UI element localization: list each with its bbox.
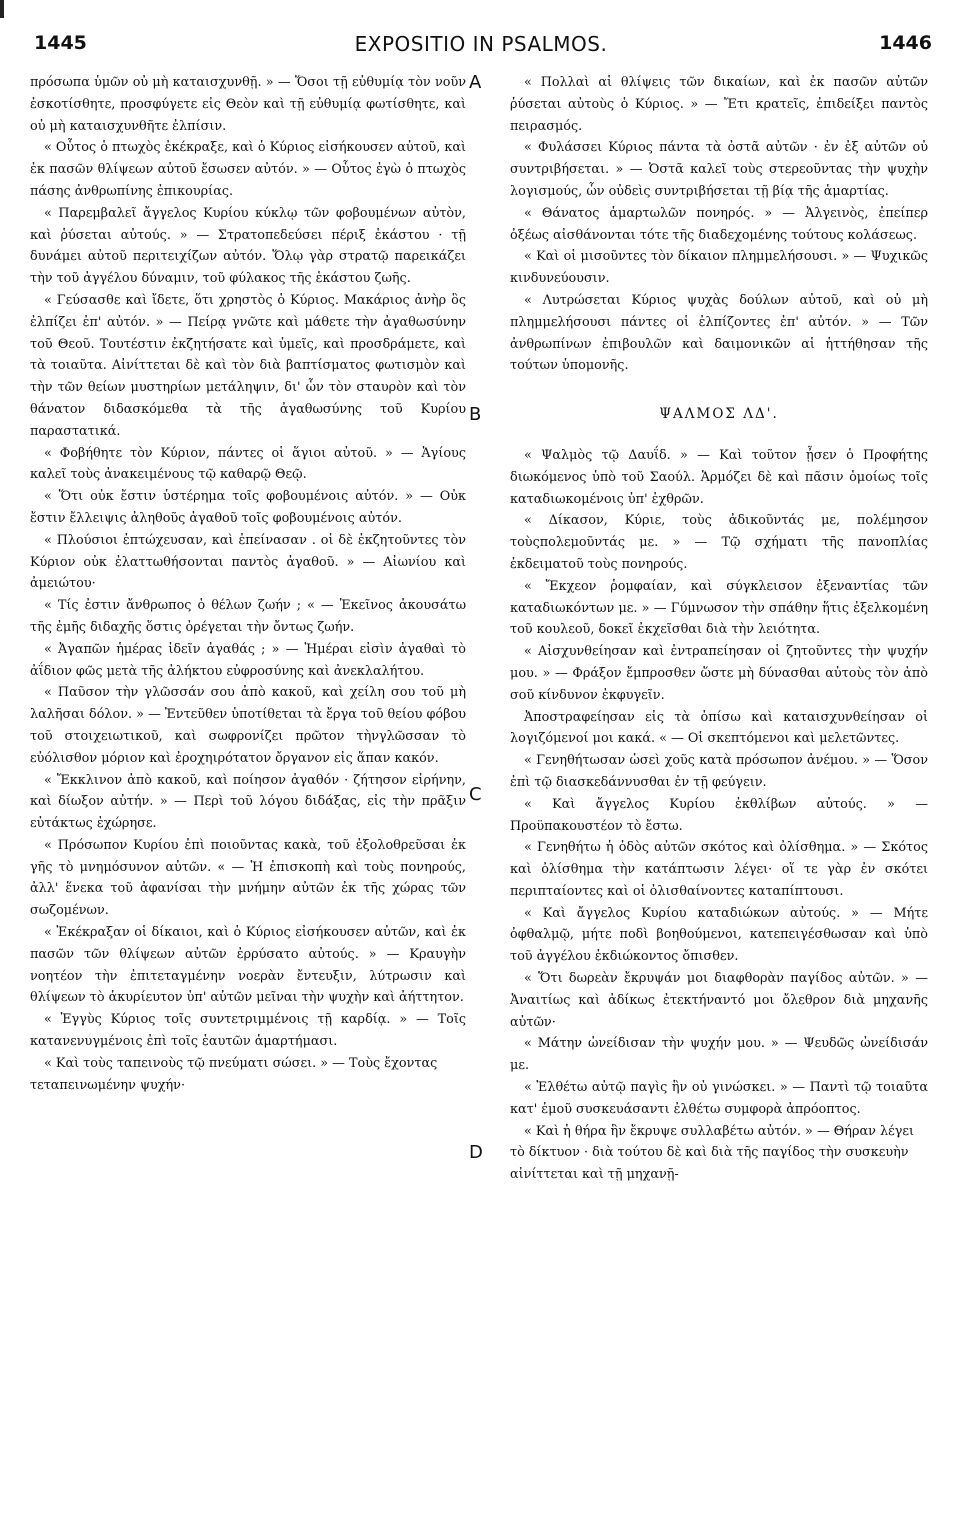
paragraph: « Γενηθήτω ἡ ὁδὸς αὐτῶν σκότος καὶ ὀλίσθημα. » — Σκότος καὶ ὀλίσθημα τὴν κατάπτωσιν λέγει· οἵ τε γὰρ ἐν σκότει περιπταίοντες καὶ οἱ ὀλισθαίνοντες καταπίπτουσι. bbox=[510, 840, 928, 899]
paragraph: « Καὶ τοὺς ταπεινοὺς τῷ πνεύματι σώσει. » — Τοὺς ἔχοντας τεταπεινωμένην ψυχήν· bbox=[30, 1055, 438, 1093]
paragraph: « Παῦσον τὴν γλῶσσάν σου ἀπὸ κακοῦ, καὶ χείλη σου τοῦ μὴ λαλῆσαι δόλον. » — Ἐντεῦθεν ὑποτίθεται τὰ ἔργα τοῦ θείου φόβου τοῦ στοιχειωτικοῦ, καὶ σωφρονίζει πρῶτον τὴνγλῶσσαν τὸ εὐόλισθον μόριον καὶ ἐροχηιρότατον ὄργανον εἰς ἅπαν κακόν. bbox=[30, 685, 467, 766]
paragraph: « Ἐκέκραξαν οἱ δίκαιοι, καὶ ὁ Κύριος εἰσήκουσεν αὐτῶν, καὶ ἐκ πασῶν τῶν θλίψεων αὐτῶν ἐρρύσατο αὐτούς. » — Κραυγὴν νοητέον τὴν ἐπιτεταγμένην νοερὰν ἔντευξιν, λύτρωσιν καὶ θλίψεων τὸ ἀκυρίευτον ὑπ' αὐτῶν μεῖναι τὴν ψυχὴν καὶ ἀήττητον. bbox=[30, 925, 466, 1006]
paragraph: « Ὅτι δωρεὰν ἔκρυψάν μοι διαφθορὰν παγίδος αὐτῶν. » — Ἀναιτίως καὶ ἀδίκως ἐτεκτήναντό μοι ὄλεθρον διὰ μηχανῆς αὐτῶν· bbox=[510, 971, 928, 1030]
paragraph: « Δίκασον, Κύριε, τοὺς ἀδικοῦντάς με, πολέμησον τοὺςπολεμοῦντάς με. » — Τῷ σχήματι τῆς πανοπλίας ἐκδειματοῦ τοὺς πονηρούς. bbox=[510, 513, 928, 572]
paragraph: « Ἐλθέτω αὐτῷ παγὶς ἣν οὐ γινώσκει. » — Παντὶ τῷ τοιαῦτα κατ' ἐμοῦ συσκευάσαντι ἐλθέτω συμφορὰ ἀπρόοπτος. bbox=[510, 1080, 928, 1117]
left-text-column bbox=[30, 72, 466, 1096]
paragraph: « Καὶ ἄγγελος Κυρίου καταδιώκων αὐτούς. » — Μήτε ὀφθαλμῷ, μήτε ποδὶ βοηθούμενοι, κατεπειγέσθωσαν καὶ ὑπὸ τοῦ ἀγγέλου ἐκδιώκοντος ὄπισθεν. bbox=[510, 905, 928, 965]
paragraph: « Γεύσασθε καὶ ἴδετε, ὅτι χρηστὸς ὁ Κύριος. Μακάριος ἀνὴρ ὃς ἐλπίζει ἐπ' αὐτόν. » — Πείρᾳ γνῶτε καὶ μάθετε τὴν ἀγαθωσύνην τοῦ Θεοῦ. Τουτέστιν ἐκζητήσατε καὶ ὑμεῖς, καὶ προσδράμετε, καὶ τὰ τοιαῦτα. Αἰνίττεται δὲ καὶ τὸν διὰ βαπτίσματος φωτισμὸν καὶ τὴν τῶν θείων μυστηρίων μετάληψιν, δι' ὧν τὸν σταυρὸν καὶ τὸν θάνατον διδασκόμεθα τὰ τῆς ἀγαθωσύνης τοῦ Κυρίου παραστατικά. bbox=[30, 292, 466, 439]
paragraph: Ἀποστραφείησαν εἰς τὰ ὀπίσω καὶ καταισχυνθείησαν οἱ λογιζόμενοί μοι κακά. « — Οἱ σκεπτόμενοι καὶ μελετῶντες. bbox=[510, 709, 928, 747]
margin-marker-a: A bbox=[469, 72, 482, 93]
paragraph: « Φοβήθητε τὸν Κύριον, πάντες οἱ ἅγιοι αὐτοῦ. » — Ἁγίους καλεῖ τοὺς ἀνακειμένους τῷ καθαρῷ Θεῷ. bbox=[30, 445, 466, 483]
running-title: EXPOSITIO IN PSALMOS. bbox=[354, 32, 608, 56]
margin-marker-d: D bbox=[469, 1142, 483, 1163]
paragraph: « Οὗτος ὁ πτωχὸς ἐκέκραξε, καὶ ὁ Κύριος εἰσήκουσεν αὐτοῦ, καὶ ἐκ πασῶν θλίψεων αὐτοῦ ἔσωσεν αὐτόν. » — Οὗτος ἐγὼ ὁ πτωχὸς πάσης ἀνθρωπίνης ἐπικουρίας. bbox=[30, 140, 466, 199]
paragraph: « Παρεμβαλεῖ ἄγγελος Κυρίου κύκλῳ τῶν φοβουμένων αὐτὸν, καὶ ῥύσεται αὐτούς. » — Στρατοπεδεύσει πέριξ ἑκάστου · τῇ δυνάμει αὐτοῦ περιτειχίζων αὐτόν. Ὅλῳ γὰρ στρατῷ παρεικάζει τὴν τοῦ ἀγγέλου δύναμιν, τοῦ φύλακος τῆς ἑκάστου ζωῆς. bbox=[30, 205, 466, 287]
paragraph: « Ἐγγὺς Κύριος τοῖς συντετριμμένοις τῇ καρδίᾳ. » — Τοῖς κατανενυγμένοις ἐπὶ τοῖς ἑαυτῶν ἁμαρτήμασι. bbox=[30, 1012, 466, 1050]
paragraph: « Θάνατος ἁμαρτωλῶν πονηρός. » — Ἀλγεινὸς, ἐπείπερ ὀξέως αἰσθάνονται τότε τῆς διαδεχομένης τούτους κολάσεως. bbox=[510, 205, 928, 243]
right-text-column bbox=[510, 72, 928, 1186]
paragraph: « Ψαλμὸς τῷ Δαυΐδ. » — Καὶ τοῦτον ᾖσεν ὁ Προφήτης διωκόμενος ὑπὸ τοῦ Σαούλ. Ἁρμόζει δὲ καὶ πᾶσιν ὁμοίως τοῖς καταδιωκομένοις ὑπ' ἐχθρῶν. bbox=[510, 447, 928, 507]
paragraph: « Ἔκχεον ῥομφαίαν, καὶ σύγκλεισον ἐξεναντίας τῶν καταδιωκόντων με. » — Γύμνωσον τὴν σπάθην ἥτις ἐξελκομένη τοῦ κουλεοῦ, δοκεῖ ἐκχεῖσθαι διὰ τὴν λειότητα. bbox=[510, 578, 928, 638]
right-page-number: 1446 bbox=[879, 32, 932, 54]
paragraph: « Λυτρώσεται Κύριος ψυχὰς δούλων αὐτοῦ, καὶ οὐ μὴ πλημμελήσουσι πάντες οἱ ἐλπίζοντες ἐπ' αὐτόν. » — Τῶν ἀνθρωπίνων ἐπιβουλῶν καὶ δαιμονικῶν αἱ ἡττήθησαν τῆς τούτων ὑπομονῆς. bbox=[510, 292, 928, 374]
margin-marker-c: C bbox=[469, 784, 482, 805]
paragraph: « Τίς ἐστιν ἄνθρωπος ὁ θέλων ζωήν ; « — Ἐκεῖνος ἀκουσάτω τῆς ἐμῆς διδαχῆς ὅστις ὀρέγεται τὴν ὄντως ζωήν. bbox=[30, 598, 466, 635]
paragraph: « Ἀγαπῶν ἡμέρας ἰδεῖν ἀγαθάς ; » — Ἡμέραι εἰσὶν ἀγαθαὶ τὸ ἀΐδιον φῶς μετὰ τῆς ἀλήκτου εὐφροσύνης καὶ ἀνεκλαλήτου. bbox=[30, 641, 466, 679]
margin-marker-b: B bbox=[469, 404, 482, 425]
psalm-heading: ΨΑΛΜΟΣ ΛΔ'. bbox=[659, 406, 779, 423]
paragraph: « Ὅτι οὐκ ἔστιν ὑστέρημα τοῖς φοβουμένοις αὐτόν. » — Οὐκ ἔστιν ἔλλειψις ἀληθοῦς ἀγαθοῦ τοῖς φοβουμένοις αὐτόν. bbox=[30, 489, 466, 526]
paragraph: « Καὶ οἱ μισοῦντες τὸν δίκαιον πλημμελήσουσι. » — Ψυχικῶς κινδυνεύουσιν. bbox=[510, 249, 928, 287]
paragraph: « Πρόσωπον Κυρίου ἐπὶ ποιοῦντας κακὰ, τοῦ ἐξολοθρεῦσαι ἐκ γῆς τὸ μνημόσυνον αὐτῶν. « — Ἡ ἐπισκοπὴ καὶ τοὺς πονηρούς, ἀλλ' ἕνεκα τοῦ ἀφανίσαι τὴν μνήμην αὐτῶν ἐκ τῆς χώρας τῶν σωζομένων. bbox=[30, 837, 466, 919]
paragraph: πρόσωπα ὑμῶν οὐ μὴ καταισχυνθῇ. » — Ὅσοι τῇ εὐθυμίᾳ τὸν νοῦν ἐσκοτίσθητε, προσφύγετε εἰς Θεὸν καὶ τῇ εὐθυμίᾳ φωτίσθητε, καὶ οὐ μὴ καταισχυνθῆτε ἐλπίσιν. bbox=[30, 75, 466, 134]
paragraph: « Πολλαὶ αἱ θλίψεις τῶν δικαίων, καὶ ἐκ πασῶν αὐτῶν ῥύσεται αὐτοὺς ὁ Κύριος. » — Ἔτι κρατεῖς, ἐπιδείξει παντὸς πειρασμός. bbox=[510, 75, 928, 134]
paragraph: « Καὶ ἄγγελος Κυρίου ἐκθλίβων αὐτούς. » — Προϋπακουστέον τὸ ἔστω. bbox=[510, 796, 928, 834]
paragraph: « Πλούσιοι ἐπτώχευσαν, καὶ ἐπείνασαν . οἱ δὲ ἐκζητοῦντες τὸν Κύριον οὐκ ἐλαττωθήσονται παντὸς ἀγαθοῦ. » — Αἰωνίου καὶ ἀμειώτου· bbox=[30, 532, 466, 592]
paragraph: « Φυλάσσει Κύριος πάντα τὰ ὀστᾶ αὐτῶν · ἐν ἐξ αὐτῶν οὐ συντριβήσεται. » — Ὀστᾶ καλεῖ τοὺς στερεοῦντας τὴν ψυχὴν λογισμούς, ὧν οὐδεὶς συντριβήσεται τῇ βίᾳ τῆς ἁμαρτίας. bbox=[510, 140, 928, 199]
left-page-number: 1445 bbox=[34, 32, 87, 54]
paragraph: « Καὶ ἡ θήρα ἣν ἔκρυψε συλλαβέτω αὐτόν. » — Θήραν λέγει τὸ δίκτυον · διὰ τούτου δὲ καὶ διὰ τῆς παγίδος τὴν συσκευὴν αἰνίττεται καὶ τῇ μηχανῇ- bbox=[510, 1123, 915, 1183]
paragraph: « Μάτην ὠνείδισαν τὴν ψυχήν μου. » — Ψευδῶς ὠνείδισάν με. bbox=[510, 1036, 928, 1074]
page-edge-mark bbox=[0, 0, 4, 18]
running-header bbox=[30, 32, 932, 58]
paragraph: « Γενηθήτωσαν ὡσεὶ χοῦς κατὰ πρόσωπον ἀνέμου. » — Ὅσον ἐπὶ τῷ διασκεδάννυσθαι ἐν τῇ φεύγειν. bbox=[510, 753, 928, 790]
paragraph: « Ἔκκλινον ἀπὸ κακοῦ, καὶ ποίησον ἀγαθόν · ζήτησον εἰρήνην, καὶ δίωξον αὐτήν. » — Περὶ τοῦ λόγου διδάξας, εἰς τὴν πρᾶξιν εὐτάκτως ἐχώρησε. bbox=[30, 772, 466, 832]
paragraph: « Αἰσχυνθείησαν καὶ ἐντραπείησαν οἱ ζητοῦντες τὴν ψυχήν μου. » — Φράξον ἔμπροσθεν ὥστε μὴ δύνασθαι αὐτοὺς τὸν ἀπὸ σοῦ κίνδυνον ἐκφυγεῖν. bbox=[510, 644, 928, 703]
